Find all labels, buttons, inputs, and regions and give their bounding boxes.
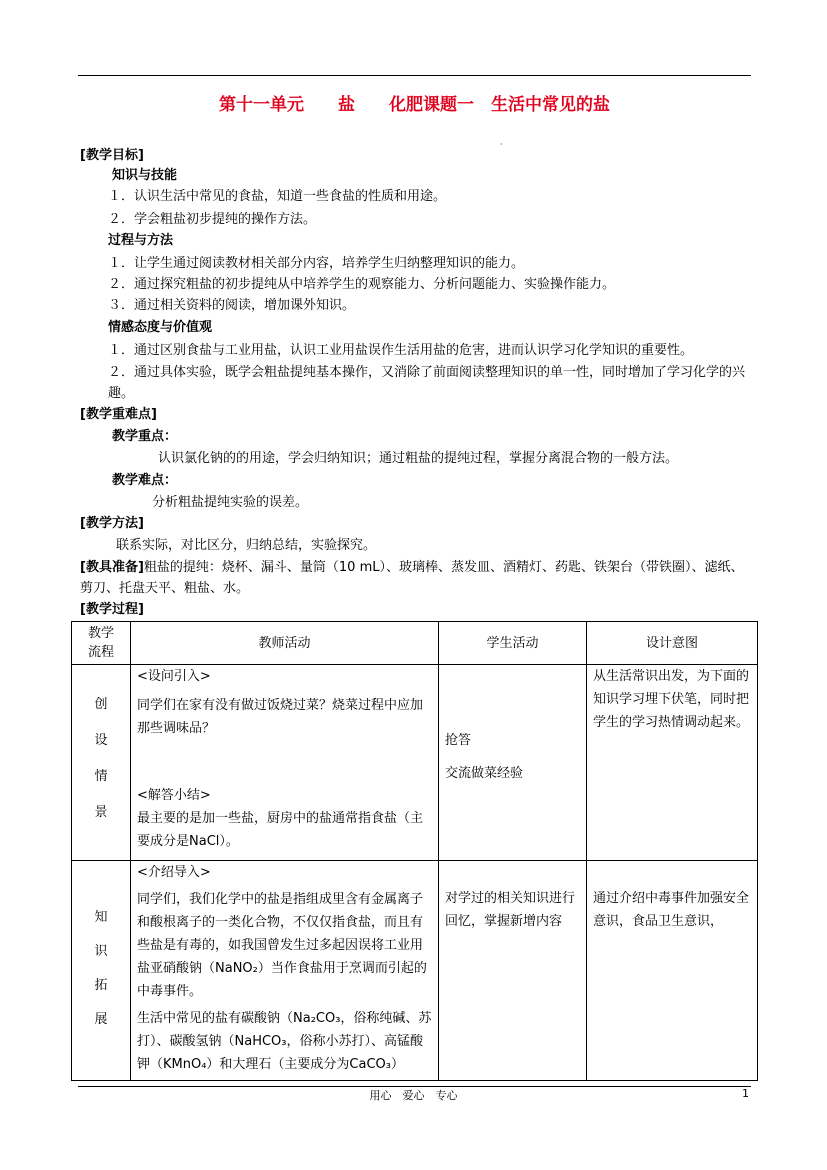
emotion-item: １．通过区别食盐与工业用盐，认识工业用盐误作生活用盐的危害，进而认识学习化学知识的重要性。 [108,343,694,358]
teacher-cell [131,861,439,1081]
page-title: 第十一单元 盐 化肥课题一 生活中常见的盐 [219,95,610,115]
knowledge-heading: 知识与技能 [112,168,178,183]
student-activity: 交流做菜经验 [445,766,524,781]
page-number: 1 [742,1087,749,1100]
knowledge-item: １．认识生活中常见的食盐，知道一些食盐的性质和用途。 [108,189,447,204]
student-cell [439,665,587,861]
teacher-intro-label: <设问引入> [137,669,211,684]
materials-text: 粗盐的提纯：烧杯、漏斗、量筒（10 mL）、玻璃棒、蒸发皿、酒精灯、药匙、铁架台（带铁圈）、滤纸、剪刀、托盘天平、粗盐、水。 [80,560,744,596]
header-rule [78,75,751,76]
materials [80,557,752,599]
goals-heading: [教学目标] [80,148,144,163]
teacher-paragraph: 同学们，我们化学中的盐是指组成里含有金属离子和酸根离子的一类化合物，不仅仅指食盐，而且有些盐是有毒的，如我国曾发生过多起因误将工业用盐亚硝酸钠（NaNO₂）当作食盐用于烹调而引起的中毒事件。 [137,892,427,999]
teacher-summary: 最主要的是加一些盐，厨房中的盐通常指食盐（主要成分是NaCl）。 [137,811,424,849]
keypoints-heading: [教学重难点] [80,407,157,422]
stage-cell: 知 识 拓 展 [72,861,131,1081]
teacher-cell [131,665,439,861]
process-item: ３．通过相关资料的阅读，增加课外知识。 [108,298,356,313]
stray-dot: · [500,140,503,149]
table-header-row [72,622,758,665]
student-cell: 对学过的相关知识进行回忆，掌握新增内容 [439,861,587,1081]
footer-text: 用心 爱心 专心 [369,1089,458,1102]
stage-cell: 创 设 情 景 [72,665,131,861]
focus-label: 教学重点： [112,429,178,444]
teacher-intro-label: <介绍导入> [137,865,211,880]
process-item: １．让学生通过阅读教材相关部分内容，培养学生归纳整理知识的能力。 [108,256,525,271]
knowledge-item: ２．学会粗盐初步提纯的操作方法。 [108,212,317,227]
process-item: ２．通过探究粗盐的初步提纯从中培养学生的观察能力、分析问题能力、实验操作能力。 [108,277,616,292]
table-row [72,665,758,861]
emotion-heading: 情感态度与价值观 [108,320,213,335]
emotion-item: ２．通过具体实验，既学会粗盐提纯基本操作，又消除了前面阅读整理知识的单一性，同时增加了学习化学的兴趣。 [108,365,746,401]
design-cell: 从生活常识出发，为下面的知识学习埋下伏笔，同时把学生的学习热情调动起来。 [587,665,758,861]
difficulty-text: 分析粗盐提纯实验的误差。 [152,495,309,510]
methods-text: 联系实际，对比区分，归纳总结，实验探究。 [116,538,377,553]
header-teacher: 教师活动 [131,622,439,665]
teacher-summary-label: <解答小结> [137,788,211,803]
materials-heading: [教具准备] [80,560,144,575]
header-student: 学生活动 [439,622,587,665]
design-cell: 通过介绍中毒事件加强安全意识，食品卫生意识， [587,861,758,1081]
procedure-heading: [教学过程] [80,602,144,617]
table-row [72,861,758,1081]
teacher-intro: 同学们在家有没有做过饭烧过菜？烧菜过程中应加那些调味品？ [137,698,424,736]
focus-text: 认识氯化钠的的用途，学会归纳知识；通过粗盐的提纯过程，掌握分离混合物的一般方法。 [158,451,679,466]
teacher-paragraph: 生活中常见的盐有碳酸钠（Na₂CO₃，俗称纯碱、苏打）、碳酸氢钠（NaHCO₃，俗称小苏打）、高锰酸钾（KMnO₄）和大理石（主要成分为CaCO₃） [137,1011,432,1072]
difficulty-label: 教学难点： [112,473,178,488]
procedure-table [71,621,758,1081]
header-design: 设计意图 [587,622,758,665]
methods-heading: [教学方法] [80,516,144,531]
header-stage: 教学流程 [72,622,131,665]
process-heading: 过程与方法 [108,233,174,248]
student-activity: 抢答 [445,733,472,748]
